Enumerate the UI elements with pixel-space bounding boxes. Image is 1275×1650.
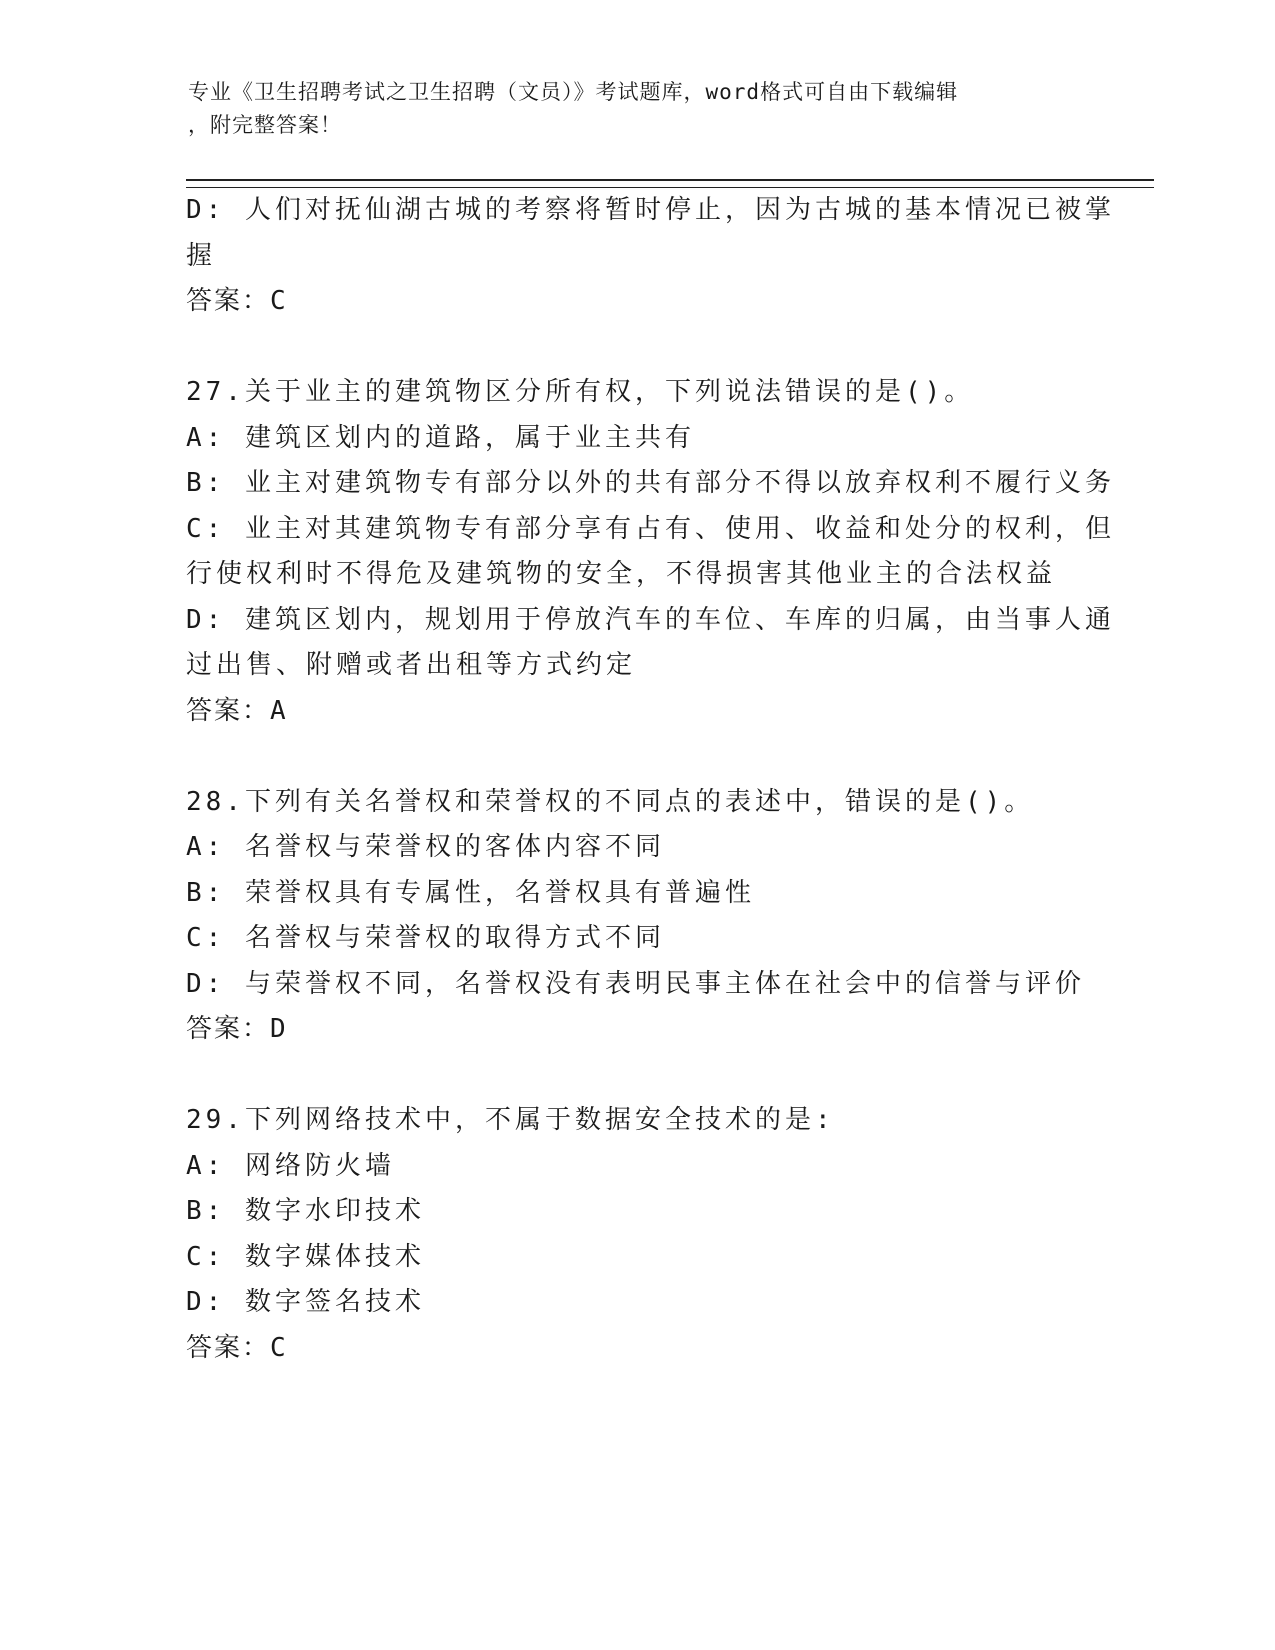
option-d: D: 与荣誉权不同，名誉权没有表明民事主体在社会中的信誉与评价 <box>186 968 1085 999</box>
option-c-line-2: 行使权利时不得危及建筑物的安全，不得损害其他业主的合法权益 <box>186 559 1057 589</box>
answer-value: C <box>270 286 288 316</box>
option-d-line-2: 握 <box>186 240 217 271</box>
option-c-line-1: C: 业主对其建筑物专有部分享有占有、使用、收益和处分的权利，但 <box>186 513 1115 544</box>
answer-line <box>186 279 1086 325</box>
option-d-line-1: D: 建筑区划内，规划用于停放汽车的车位、车库的归属，由当事人通 <box>186 604 1115 635</box>
header-divider <box>186 179 1154 188</box>
option-b: B: 业主对建筑物专有部分以外的共有部分不得以放弃权利不履行义务 <box>186 468 1115 498</box>
answer-label: 答案： <box>186 1332 271 1363</box>
question-block <box>186 1098 1086 1371</box>
question-block <box>186 370 1115 734</box>
question-block <box>186 780 1086 1053</box>
page-header <box>188 76 1068 142</box>
option-c: C: 数字媒体技术 <box>186 1241 425 1272</box>
option-a: A: 建筑区划内的道路，属于业主共有 <box>186 422 695 453</box>
question-text: 27.关于业主的建筑物区分所有权，下列说法错误的是()。 <box>186 377 975 407</box>
option-a: A: 名誉权与荣誉权的客体内容不同 <box>186 832 665 862</box>
spacer <box>186 1053 1086 1099</box>
answer-value: A <box>270 695 288 726</box>
question-text: 28.下列有关名誉权和荣誉权的不同点的表述中，错误的是()。 <box>186 786 1035 817</box>
option-d-line-2: 过出售、附赠或者出租等方式约定 <box>186 650 637 680</box>
answer-line <box>186 1326 1086 1372</box>
option-b: B: 数字水印技术 <box>186 1196 425 1226</box>
answer-label: 答案： <box>186 695 271 726</box>
spacer <box>186 325 1086 371</box>
header-line-1: 专业《卫生招聘考试之卫生招聘（文员）》考试题库，word格式可自由下载编辑 <box>188 80 959 104</box>
answer-value: C <box>270 1332 288 1363</box>
option-d-line-1: D: 人们对抚仙湖古城的考察将暂时停止，因为古城的基本情况已被掌 <box>186 195 1115 225</box>
answer-label: 答案： <box>186 286 271 316</box>
spacer <box>186 734 1086 780</box>
answer-line <box>186 1007 1086 1053</box>
answer-value: D <box>270 1014 288 1044</box>
answer-label: 答案： <box>186 1014 271 1044</box>
continued-question <box>186 188 1115 325</box>
answer-line <box>186 689 1086 735</box>
option-c: C: 名誉权与荣誉权的取得方式不同 <box>186 923 665 953</box>
header-line-2: ，附完整答案！ <box>188 113 342 137</box>
option-a: A: 网络防火墙 <box>186 1150 395 1181</box>
question-text: 29.下列网络技术中，不属于数据安全技术的是: <box>186 1105 835 1135</box>
document-body <box>186 188 1115 1371</box>
option-d: D: 数字签名技术 <box>186 1287 425 1317</box>
option-b: B: 荣誉权具有专属性，名誉权具有普遍性 <box>186 877 755 908</box>
